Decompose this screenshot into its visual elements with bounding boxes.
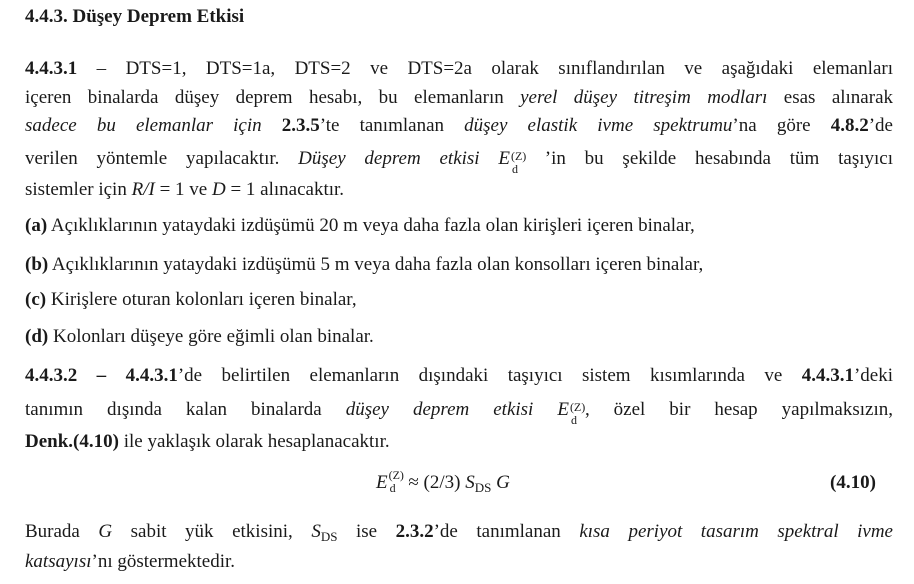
symbol-E-d-z: E (Z) d	[498, 148, 527, 176]
list-item-a: (a) Açıklıklarının yataydaki izdüşümü 20 m veya daha fazla olan kirişleri içeren binalar,	[25, 215, 695, 236]
clause-number: 4.4.3.2 – 4.4.3.1	[25, 365, 178, 386]
section-heading: 4.4.3. Düşey Deprem Etkisi	[25, 6, 245, 27]
p1-line-4: verilen yöntemle yapılacaktır. Düşey deprem etkisi E (Z) d ’in bu şekilde hesabında tüm taşıyıcı	[25, 148, 893, 176]
equation-reference: Denk.(4.10)	[25, 431, 119, 452]
p3-line-1: Burada G sabit yük etkisini, $S_{DS}$ ise 2.3.2’de tanımlanan kısa periyot tasarım spektral ivme	[25, 521, 893, 544]
list-item-c: (c) Kirişlere oturan kolonları içeren binalar,	[25, 289, 357, 310]
clause-number: 4.4.3.1	[25, 58, 78, 79]
p1-line-3: sadece bu elemanlar için 2.3.5’te tanımlanan düşey elastik ivme spektrumu’na göre 4.8.2’de	[25, 115, 893, 136]
equation-number: (4.10)	[830, 472, 876, 493]
p1-line-2: içeren binalarda düşey deprem hesabı, bu elemanların yerel düşey titreşim modları esas alınarak	[25, 87, 894, 108]
p3-line-2: katsayısı’nı göstermektedir.	[25, 551, 236, 572]
equation-4-10: E (Z) d ≈ (2/3) $S_{DS}$ G	[376, 468, 510, 495]
symbol-E-d-z: E (Z) d	[557, 399, 586, 427]
p2-line-2: tanımın dışında kalan binalarda düşey deprem etkisi E (Z) d , özel bir hesap yapılmaksızın,	[25, 399, 893, 427]
p1-line-5: sistemler için R/I = 1 ve D = 1 alınacaktır.	[25, 179, 345, 200]
reference-2-3-5: 2.3.5	[281, 115, 320, 136]
p1-line-1: 4.4.3.1 – DTS=1, DTS=1a, DTS=2 ve DTS=2a olarak sınıflandırılan ve aşağıdaki elemanları	[25, 58, 893, 79]
list-item-b: (b) Açıklıklarının yataydaki izdüşümü 5 m veya daha fazla olan konsolları içeren binalar,	[25, 254, 704, 275]
p2-line-3: Denk.(4.10) ile yaklaşık olarak hesaplanacaktır.	[25, 431, 390, 452]
list-item-d: (d) Kolonları düşeye göre eğimli olan binalar.	[25, 326, 374, 347]
reference-4-8-2: 4.8.2	[830, 115, 869, 136]
p2-line-1: 4.4.3.2 – 4.4.3.1’de belirtilen elemanların dışındaki taşıyıcı sistem kısımlarında ve 4.4.3.1’deki	[25, 365, 893, 386]
